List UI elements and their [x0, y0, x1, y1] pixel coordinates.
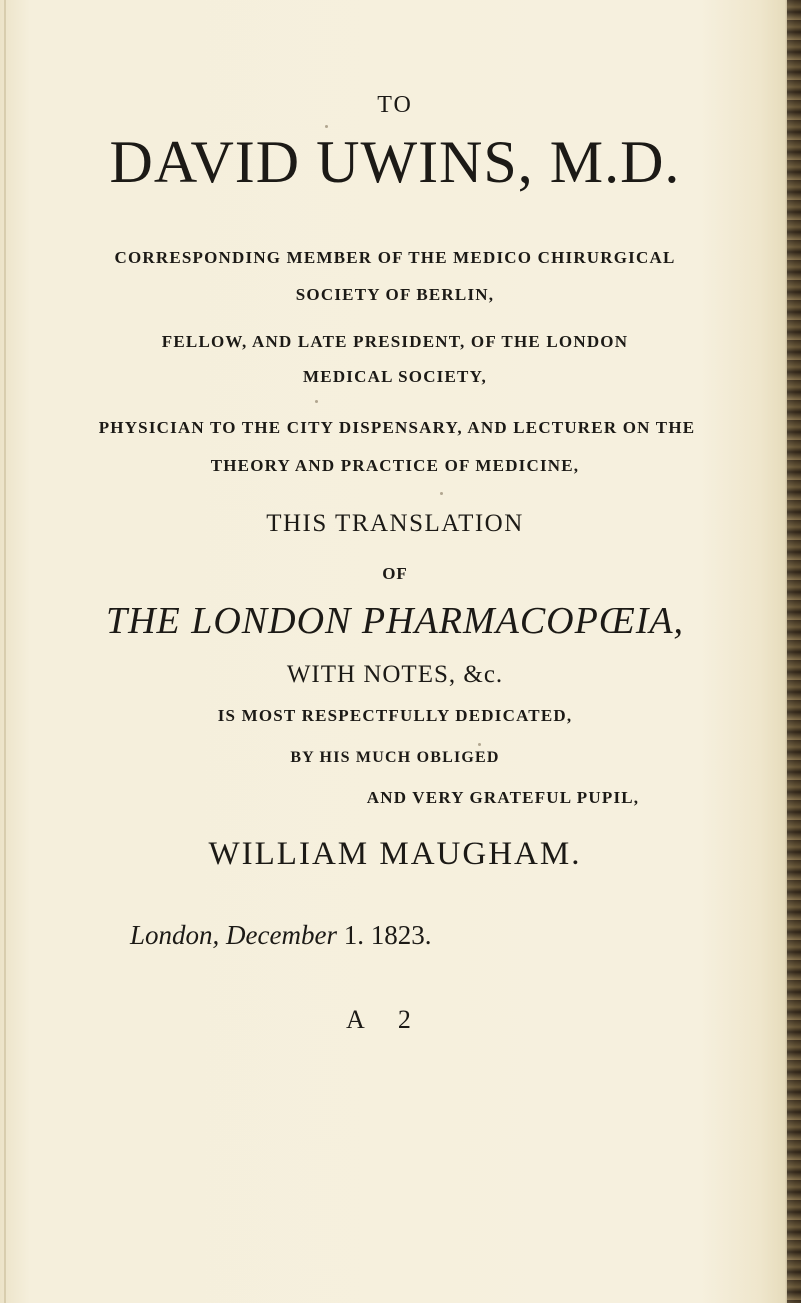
grateful-line: AND VERY GRATEFUL PUPIL, — [366, 788, 640, 807]
of-line: OF — [382, 564, 408, 583]
dedicatee-name: DAVID UWINS, M.D. — [109, 129, 681, 195]
place: London, — [130, 920, 220, 950]
with-notes: WITH NOTES, &c. — [286, 661, 504, 688]
dedicated-line: IS MOST RESPECTFULLY DEDICATED, — [217, 706, 573, 725]
date-month: December — [226, 920, 337, 950]
title-line-5: PHYSICIAN TO THE CITY DISPENSARY, AND LECTURER ON THE — [98, 418, 696, 437]
paper-speck — [325, 125, 328, 128]
date-rest: 1. 1823. — [343, 920, 432, 950]
title-line-4: MEDICAL SOCIETY, — [303, 367, 487, 386]
title-line-1: CORRESPONDING MEMBER OF THE MEDICO CHIRURGICAL — [114, 248, 676, 267]
title-line-6: THEORY AND PRACTICE OF MEDICINE, — [210, 456, 580, 475]
paper-speck — [315, 400, 318, 403]
signature-mark: A 2 — [346, 1005, 425, 1034]
title-line-3: FELLOW, AND LATE PRESIDENT, OF THE LONDON — [161, 332, 629, 351]
obliged-line: BY HIS MUCH OBLIGED — [290, 749, 500, 766]
place-date — [130, 920, 431, 951]
paper-speck — [440, 492, 443, 495]
title-line-2: SOCIETY OF BERLIN, — [295, 285, 495, 304]
this-translation: THIS TRANSLATION — [266, 510, 524, 537]
signer-name: WILLIAM MAUGHAM. — [208, 836, 582, 872]
work-title: THE LONDON PHARMACOPŒIA, — [105, 600, 685, 642]
dedication-to: TO — [377, 92, 413, 118]
paper-speck — [478, 743, 481, 746]
